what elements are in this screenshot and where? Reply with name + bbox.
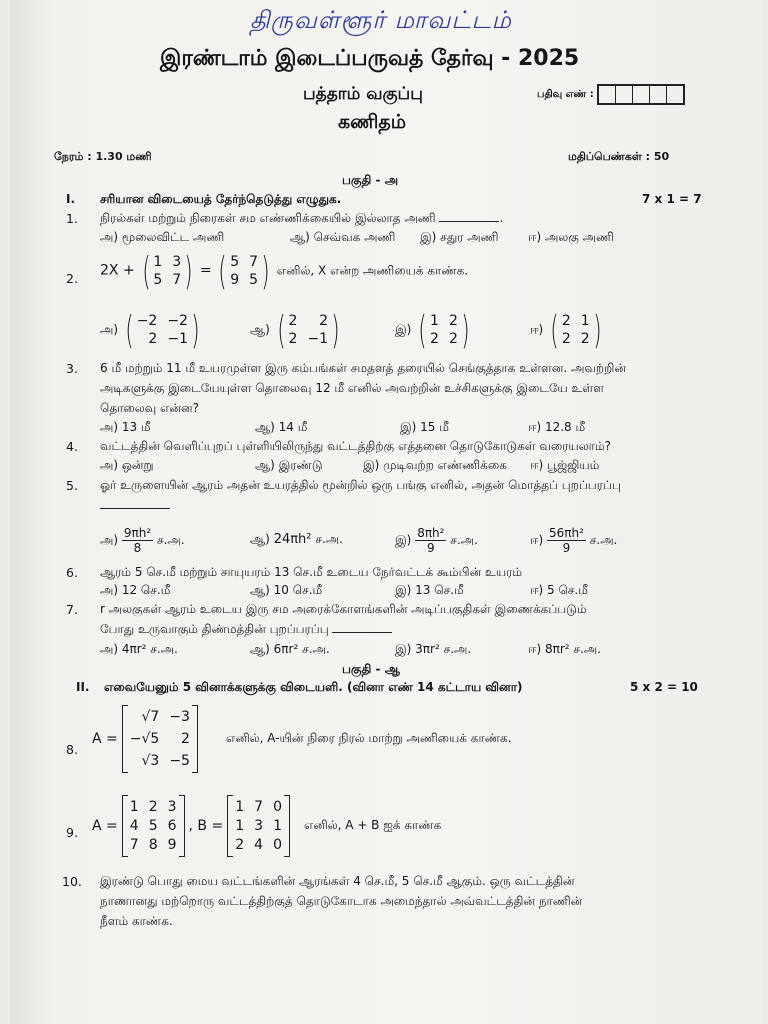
q7-text-line1: r அலகுகள் ஆரம் உடைய இரு சம அரைக்கோளங்களின் அடிப்பகுதிகள் இணைக்கப்படும் xyxy=(100,602,587,616)
marks-label: மதிப்பெண்கள் : 50 xyxy=(568,150,670,163)
q4-option-a: அ) ஒன்று xyxy=(100,458,154,472)
matrix-entry: −2 xyxy=(136,313,158,329)
q6-text: ஆரம் 5 செ.மீ மற்றும் சாயுயரம் 13 செ.மீ உடைய நேர்வட்டக் கூம்பின் உயரம் xyxy=(100,565,523,579)
q3-text-line3: தொலைவு என்ன? xyxy=(100,401,200,415)
matrix-entry: 7 xyxy=(249,254,259,270)
regno-boxes[interactable] xyxy=(597,84,685,105)
q9-matrix-a xyxy=(122,795,185,857)
part-a-heading: பகுதி - அ xyxy=(342,173,399,187)
q7-option-b: ஆ) 6πr² ச.அ. xyxy=(250,642,330,656)
matrix-entry: 9 xyxy=(167,837,177,853)
part-b-instruction: எவையேனும் 5 வினாக்களுக்கு விடையளி. (வினா எண் 14 கட்டாய வினா) xyxy=(104,680,523,694)
part-a-roman: I. xyxy=(66,192,76,206)
part-b-score: 5 x 2 = 10 xyxy=(630,680,698,694)
q2-option-a: அ) ( −2 −2 2 −1 ) xyxy=(100,308,200,352)
part-b-roman: II. xyxy=(76,680,90,694)
q5-option-d: ஈ) $\frac{\text{56πh²}}{9}$ ச.அ. xyxy=(530,526,618,555)
matrix-entry: 2 xyxy=(448,331,458,347)
q8-matrix xyxy=(122,705,198,773)
matrix-entry: −2 xyxy=(167,313,188,329)
q1-option-a: அ) மூலைவிட்ட அணி xyxy=(100,230,225,244)
answer-blank xyxy=(439,211,499,222)
register-number xyxy=(537,84,685,105)
q6-option-a: அ) 12 செ.மீ xyxy=(100,583,171,597)
q10-text-line1: இரண்டு பொது மைய வட்டங்களின் ஆரங்கள் 4 செ.மீ, 5 செ.மீ ஆகும். ஒரு வட்டத்தின் xyxy=(100,874,575,888)
class-label: பத்தாம் வகுப்பு xyxy=(303,84,423,104)
q6-number: 6. xyxy=(66,565,78,580)
q3-option-d: ஈ) 12.8 மீ xyxy=(528,420,586,434)
matrix-entry: 0 xyxy=(273,799,282,815)
q3-text-line1: 6 மீ மற்றும் 11 மீ உயரமுள்ள இரு கம்பங்கள் சமதளத் தரையில் செங்குத்தாக உள்ளன. அவற்றின் xyxy=(100,361,627,375)
q5-number: 5. xyxy=(66,478,78,493)
q5-text: ஓர் உருளையின் ஆரம் அதன் உயரத்தில் மூன்றில் ஒரு பங்கு எனில், அதன் மொத்தப் புறப்பரப்பு xyxy=(100,478,621,492)
matrix-entry: 3 xyxy=(172,254,182,270)
matrix-entry: 2 xyxy=(580,331,590,347)
matrix-entry: 2 xyxy=(448,313,458,329)
matrix-entry: 0 xyxy=(273,837,282,853)
q3-option-c: இ) 15 மீ xyxy=(400,420,449,434)
matrix-entry: 1 xyxy=(580,313,590,329)
matrix-entry: 9 xyxy=(230,272,240,288)
matrix-entry: 4 xyxy=(254,837,264,853)
matrix-entry: 2 xyxy=(235,837,245,853)
matrix-entry: 2 xyxy=(288,331,298,347)
q3-text-line2: அடிகளுக்கு இடையேயுள்ள தொலைவு 12 மீ எனில் அவற்றின் உச்சிகளுக்கு இடையே உள்ள xyxy=(100,381,605,395)
q10-number: 10. xyxy=(62,874,82,889)
matrix-entry: 7 xyxy=(172,272,182,288)
q2-number: 2. xyxy=(66,271,78,286)
matrix-entry: 1 xyxy=(153,254,163,270)
q9-matrix-b xyxy=(227,795,290,857)
q9-number: 9. xyxy=(66,825,78,840)
q4-option-c: இ) முடிவற்ற எண்ணிக்கை xyxy=(363,458,507,472)
matrix-entry: 7 xyxy=(129,837,139,853)
q4-option-d: ஈ) பூஜ்ஜியம் xyxy=(530,458,600,472)
q1-text: நிரல்கள் மற்றும் நிரைகள் சம எண்ணிக்கையில் இல்லாத அணி . xyxy=(100,211,504,225)
q3-option-a: அ) 13 மீ xyxy=(100,420,151,434)
q1-option-b: ஆ) செவ்வக அணி xyxy=(290,230,396,244)
q2-statement: 2X + ( 1 3 5 7 ) = ( 5 7 9 5 ) எனில், X என்ற அணியைக் காண்க. xyxy=(100,249,469,293)
matrix-entry: 1 xyxy=(430,313,439,329)
matrix-entry: −3 xyxy=(169,709,190,725)
part-a-instruction: சரியான விடையைத் தேர்ந்தெடுத்து எழுதுக. xyxy=(100,192,342,206)
matrix-entry: −5 xyxy=(169,753,190,769)
q4-text: வட்டத்தின் வெளிப்புறப் புள்ளியிலிருந்து வட்டத்திற்கு எத்தனை தொடுகோடுகள் வரையலாம்? xyxy=(100,439,611,453)
matrix-entry: √7 xyxy=(141,709,160,725)
q5-option-a: அ) $\frac{\text{9πh²}}{8}$ ச.அ. xyxy=(100,526,185,555)
matrix-entry: 6 xyxy=(167,818,177,834)
matrix-entry: 2 xyxy=(148,799,158,815)
matrix-entry: √3 xyxy=(141,753,160,769)
exam-paper xyxy=(10,0,762,1024)
time-label: நேரம் : 1.30 மணி xyxy=(54,150,152,163)
matrix-entry: 2 xyxy=(561,313,571,329)
q2-option-b: ஆ) ( 2 2 2 −1 ) xyxy=(250,308,340,352)
q10-text-line3: நீளம் காண்க. xyxy=(100,914,173,928)
q7-option-a: அ) 4πr² ச.அ. xyxy=(100,642,178,656)
q2-matrix-1: ( 1 3 5 7 ) xyxy=(141,249,193,293)
matrix-entry: 3 xyxy=(254,818,264,834)
matrix-entry: 2 xyxy=(288,313,298,329)
matrix-entry: 7 xyxy=(254,799,264,815)
matrix-entry: 1 xyxy=(235,799,245,815)
q9-statement: A = 1 2 3 4 5 6 7 8 9 , B = 1 7 0 1 3 1 2 4 0 எனில், A + B ஐக் காண்க xyxy=(92,795,441,857)
matrix-entry: 4 xyxy=(129,818,139,834)
q5-option-b: ஆ) 24πh² ச.அ. xyxy=(250,532,343,547)
matrix-entry: −1 xyxy=(167,331,188,347)
matrix-entry: 1 xyxy=(129,799,139,815)
q7-option-d: ஈ) 8πr² ச.அ. xyxy=(528,642,601,656)
q5-option-c: இ) $\frac{\text{8πh²}}{9}$ ச.அ. xyxy=(395,526,478,555)
matrix-entry: 8 xyxy=(148,837,158,853)
q1-number: 1. xyxy=(66,211,78,226)
matrix-entry: 5 xyxy=(249,272,259,288)
regno-label: பதிவு எண் : xyxy=(537,88,594,100)
matrix-entry: 5 xyxy=(153,272,163,288)
answer-blank xyxy=(100,498,170,509)
q6-option-c: இ) 13 செ.மீ xyxy=(395,583,464,597)
matrix-entry: −1 xyxy=(307,331,329,347)
q2-option-d: ஈ) ( 2 1 2 2 ) xyxy=(530,308,602,352)
subject-label: கணிதம் xyxy=(338,111,407,133)
q7-text-line2: போது உருவாகும் திண்மத்தின் புறப்பரப்பு xyxy=(100,622,392,638)
part-a-score: 7 x 1 = 7 xyxy=(642,192,702,206)
q2-matrix-2: ( 5 7 9 5 ) xyxy=(218,249,270,293)
q6-option-d: ஈ) 5 செ.மீ xyxy=(530,583,588,597)
district-handwritten: திருவள்ளூர் மாவட்டம் xyxy=(250,6,512,34)
q4-number: 4. xyxy=(66,439,78,454)
matrix-entry: 1 xyxy=(235,818,245,834)
matrix-entry: 5 xyxy=(230,254,240,270)
matrix-entry: 2 xyxy=(148,331,158,347)
part-b-heading: பகுதி - ஆ xyxy=(342,662,400,676)
matrix-entry: 2 xyxy=(430,331,439,347)
q7-number: 7. xyxy=(66,602,78,617)
q4-option-b: ஆ) இரண்டு xyxy=(255,458,323,472)
matrix-entry: 2 xyxy=(561,331,571,347)
matrix-entry: −√5 xyxy=(129,731,160,747)
q2-option-c: இ) ( 1 2 2 2 ) xyxy=(395,308,470,352)
q8-statement: A = √7 −3 −√5 2 √3 −5 எனில், A-யின் நிரை நிரல் மாற்று அணியைக் காண்க. xyxy=(92,705,512,773)
exam-title: இரண்டாம் இடைப்பருவத் தேர்வு - 2025 xyxy=(160,46,580,71)
matrix-entry: 2 xyxy=(181,731,190,747)
answer-blank xyxy=(332,622,392,633)
q6-option-b: ஆ) 10 செ.மீ xyxy=(250,583,323,597)
q1-option-d: ஈ) அலகு அணி xyxy=(528,230,614,244)
q7-option-c: இ) 3πr² ச.அ. xyxy=(395,642,472,656)
matrix-entry: 3 xyxy=(167,799,177,815)
q3-number: 3. xyxy=(66,361,78,376)
matrix-entry: 5 xyxy=(148,818,158,834)
q1-option-c: இ) சதுர அணி xyxy=(420,230,499,244)
q3-option-b: ஆ) 14 மீ xyxy=(255,420,308,434)
q5-blank xyxy=(100,498,170,512)
matrix-entry: 2 xyxy=(319,313,329,329)
q10-text-line2: நாணானது மற்றொரு வட்டத்திற்குத் தொடுகோடாக அமைந்தால் அவ்வட்டத்தின் நாணின் xyxy=(100,894,583,908)
matrix-entry: 1 xyxy=(273,818,282,834)
q8-number: 8. xyxy=(66,742,78,757)
